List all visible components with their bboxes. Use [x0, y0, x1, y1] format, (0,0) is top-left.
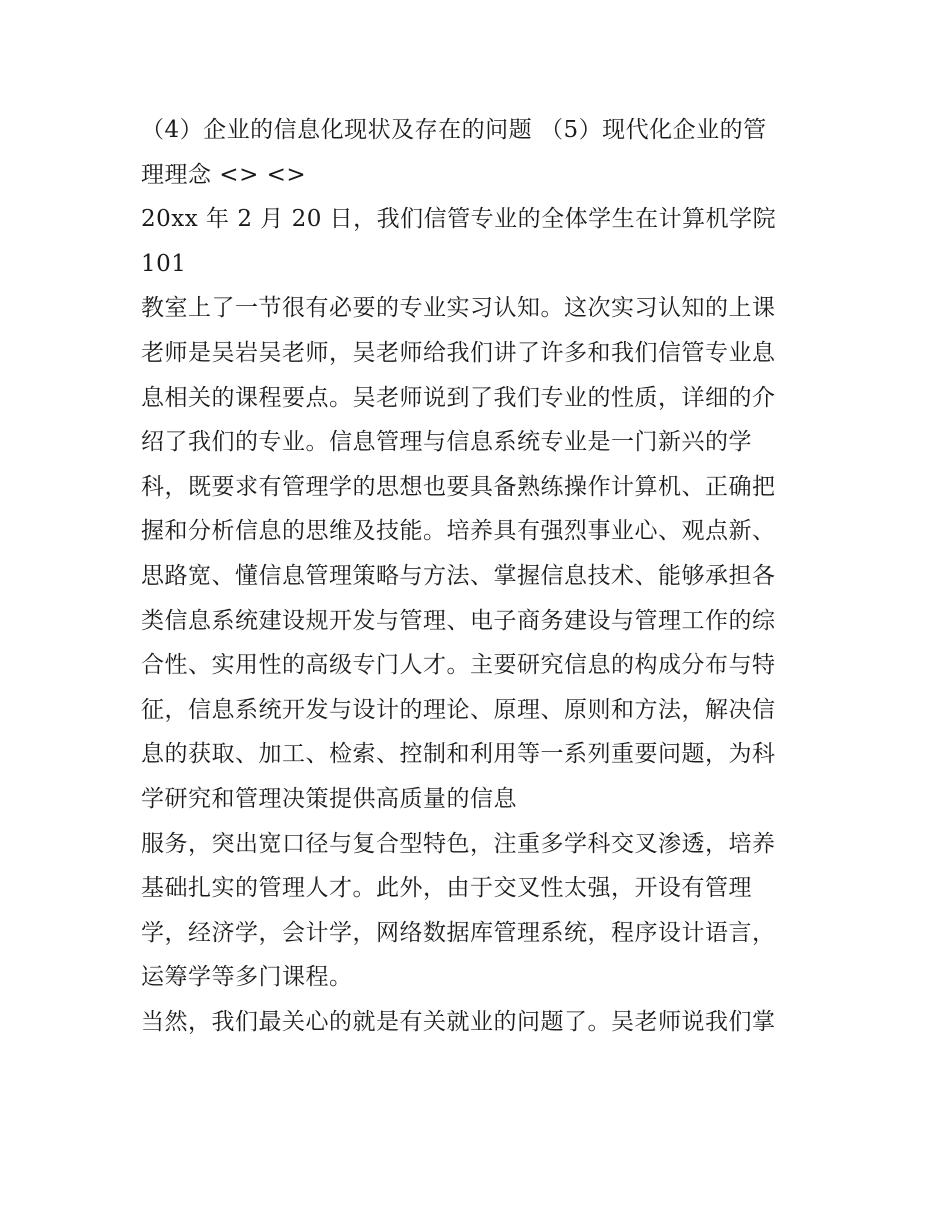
paragraph-course-details: 服务，突出宽口径与复合型特色，注重多学科交叉渗透，培养 基础扎实的管理人才。此外，由于交叉性太强，开设有管理 学，经济学，会计学，网络数据库管理系统，程序设计语言， 运筹学等多门课程。 [141, 830, 776, 991]
paragraph-outline-items: （4）企业的信息化现状及存在的问题 （5）现代化企业的管 理理念 <> <> [141, 117, 767, 188]
paragraph-course-introduction: 20xx 年 2 月 20 日，我们信管专业的全体学生在计算机学院 101 教室上了一节很有必要的专业实习认知。这次实习认知的上课 老师是吴岩吴老师，吴老师给我们讲了许多和我们信管专业息 息相关的课程要点。吴老师说到了我们专业的性质，详细的介 绍了我们的专业。信息管理与信息系统专业是一门新兴的学 科，既要求有管理学的思想也要具备熟练操作计算机、正确把 握和分析信息的思维及技能。培养具有强烈事业心、观点新、 思路宽、懂信息管理策略与方法、掌握信息技术、能够承担各 类信息系统建设规开发与管理、电子商务建设与管理工作的综 合性、实用性的高级专门人才。主要研究信息的构成分布与特 征，信息系统开发与设计的理论、原理、原则和方法，解决信 息的获取、加工、检索、控制和利用等一系列重要问题，为科 学研究和管理决策提供高质量的信息 [141, 206, 777, 812]
document-body [141, 108, 821, 1044]
paragraph-employment: 当然，我们最关心的就是有关就业的问题了。吴老师说我们掌 [141, 1008, 776, 1035]
